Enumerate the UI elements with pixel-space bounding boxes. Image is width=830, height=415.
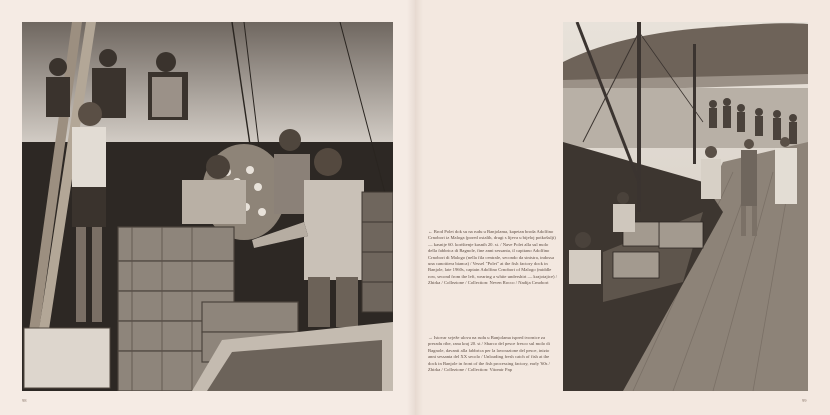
photo-unloading-at-dock (563, 22, 808, 391)
page-number-left: 98 (22, 398, 27, 403)
photo-caption-left: ← Brod Polet dok su na rudu u Banjolama, kapetan broda Adolfino Crnobori iz Maloga (pored ostalih, drugi s lijeva u bijeloj potkošulji) — kasnije 60. korištenje kasnih 20. st. / Nave Polet alla sul molo della fabbrica di Bagnole, fine anni sessanta, il capitano Adolfino Crnobori di Malogo (nella fila centrale, secondo da sinistra, indossa una canottiera bianca) / Vessel "Polet" at the fish factory dock in Banjole, late 1960s, captain Adolfino Crnobori of Malogo (middle row, second from the left, wearing a white undershirt — krajotajice) / Zbirka / Collezione / Collection: Neven Rocco / Nadija Crnobori (428, 229, 558, 286)
photo-fishermen-on-deck (22, 22, 393, 391)
book-gutter (407, 0, 423, 415)
page-number-right: 99 (802, 398, 807, 403)
photo-caption-right: → Istovar svježe ulova na rudu u Banjolama ispred tvornice za preradu ribe, rana kraj 20. st / Sbarco del pesce fresco sul molo di Bagnole, davanti alla fabbrica per la lavorazione del pesce, inizio anni sessanta del XX secolo / Unloading fresh catch of fish at the dock in Banjole in front of the fish processing factory, early '60s / Zbirka / Collezione / Collection: Vitomir Pap (428, 335, 550, 373)
